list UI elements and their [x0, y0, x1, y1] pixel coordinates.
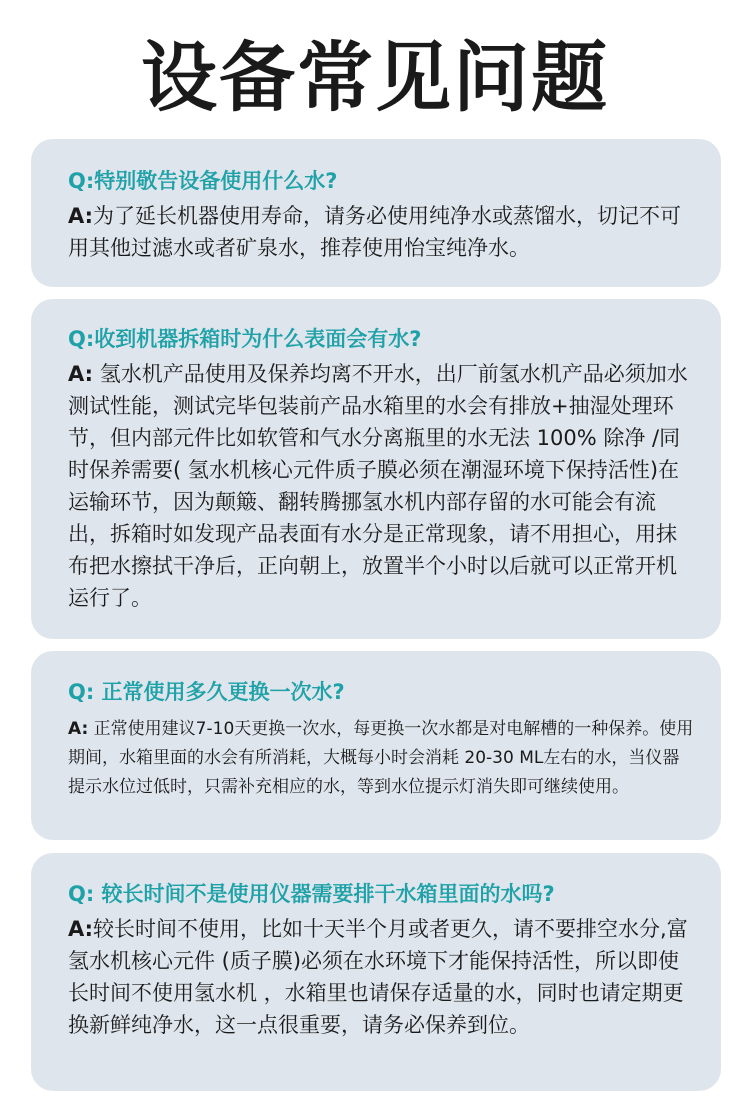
faq-question: Q: 较长时间不是使用仪器需要排干水箱里面的水吗?: [68, 882, 555, 906]
page-title: 设备常见问题: [141, 33, 609, 122]
answer-text: 为了延长机器使用寿命，请务必使用纯净水或蒸馏水，切记不可用其他过滤水或者矿泉水，推荐使用怡宝纯净水。: [68, 204, 682, 260]
faq-card-water-type: [31, 139, 721, 287]
faq-answer: [68, 358, 695, 614]
answer-text: 正常使用建议7-10天更换一次水，每更换一次水都是对电解槽的一种保养。使用期间，水箱里面的水会有所消耗，大概每小时会消耗 20-30 ML左右的水，当仪器提示水位过低时，只需补充相应的水，等到水位提示灯消失即可继续使用。: [68, 719, 694, 797]
faq-card-water-change-interval: [31, 651, 721, 840]
faq-card-long-time-no-use: [31, 853, 721, 1091]
faq-answer: [68, 715, 695, 802]
answer-text: 较长时间不使用，比如十天半个月或者更久，请不要排空水分,富氢水机核心元件 (质子膜)必须在水环境下才能保持活性，所以即使长时间不使用氢水机 ，水箱里也请保存适量的水，同时也请定期更换新鲜纯净水，这一点很重要，请务必保养到位。: [68, 917, 688, 1037]
answer-label: A:: [68, 362, 94, 386]
faq-question: Q: 正常使用多久更换一次水?: [68, 680, 345, 704]
faq-answer: [68, 200, 695, 264]
answer-text: 氢水机产品使用及保养均离不开水，出厂前氢水机产品必须加水测试性能，测试完毕包装前产品水箱里的水会有排放+抽湿处理环节，但内部元件比如软管和气水分离瓶里的水无法 100% 除净 /同时保养需要( 氢水机核心元件质子膜必须在潮湿环境下保持活性)在运输环节，因为颠簸、翻转腾挪氢水机内部存留的水可能会有流出，拆箱时如发现产品表面有水分是正常现象，请不用担心，用抹布把水擦拭干净后，正向朝上，放置半个小时以后就可以正常开机运行了。: [68, 362, 688, 610]
faq-card-water-on-unboxing: [31, 299, 721, 639]
faq-question: Q:收到机器拆箱时为什么表面会有水?: [68, 327, 422, 351]
faq-question: Q:特别敬告设备使用什么水?: [68, 169, 338, 193]
answer-label: A:: [68, 719, 89, 739]
faq-answer: [68, 913, 695, 1041]
answer-label: A:: [68, 204, 94, 228]
answer-label: A:: [68, 917, 94, 941]
